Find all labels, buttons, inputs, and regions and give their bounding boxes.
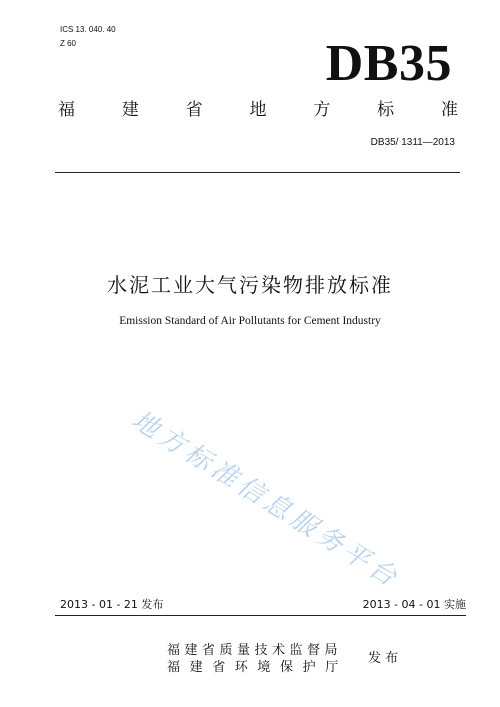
issue-action-label: 发 布: [368, 651, 399, 666]
standard-category: 福 建 省 地 方 标 准: [58, 100, 458, 120]
standard-number: DB35/ 1311—2013: [370, 137, 455, 148]
implementation-date: 2013 - 04 - 01 实施: [362, 598, 466, 611]
standard-code-mark: DB35: [325, 35, 452, 92]
document-title-en: Emission Standard of Air Pollutants for Cement Industry: [119, 315, 381, 327]
issuer-quality-bureau: 福建省质量技术监督局: [167, 643, 343, 658]
top-divider: [55, 172, 460, 173]
ics-code: ICS 13. 040. 40: [60, 25, 116, 34]
issue-date: 2013 - 01 - 21 发布: [60, 598, 164, 611]
ccs-code: Z 60: [60, 39, 77, 48]
watermark: 地方标准信息服务平台: [126, 405, 406, 595]
bottom-divider: [55, 615, 466, 616]
issuer-environment-department: 福建省环境保护厅: [167, 660, 348, 675]
document-title-zh: 水泥工业大气污染物排放标准: [107, 273, 393, 297]
